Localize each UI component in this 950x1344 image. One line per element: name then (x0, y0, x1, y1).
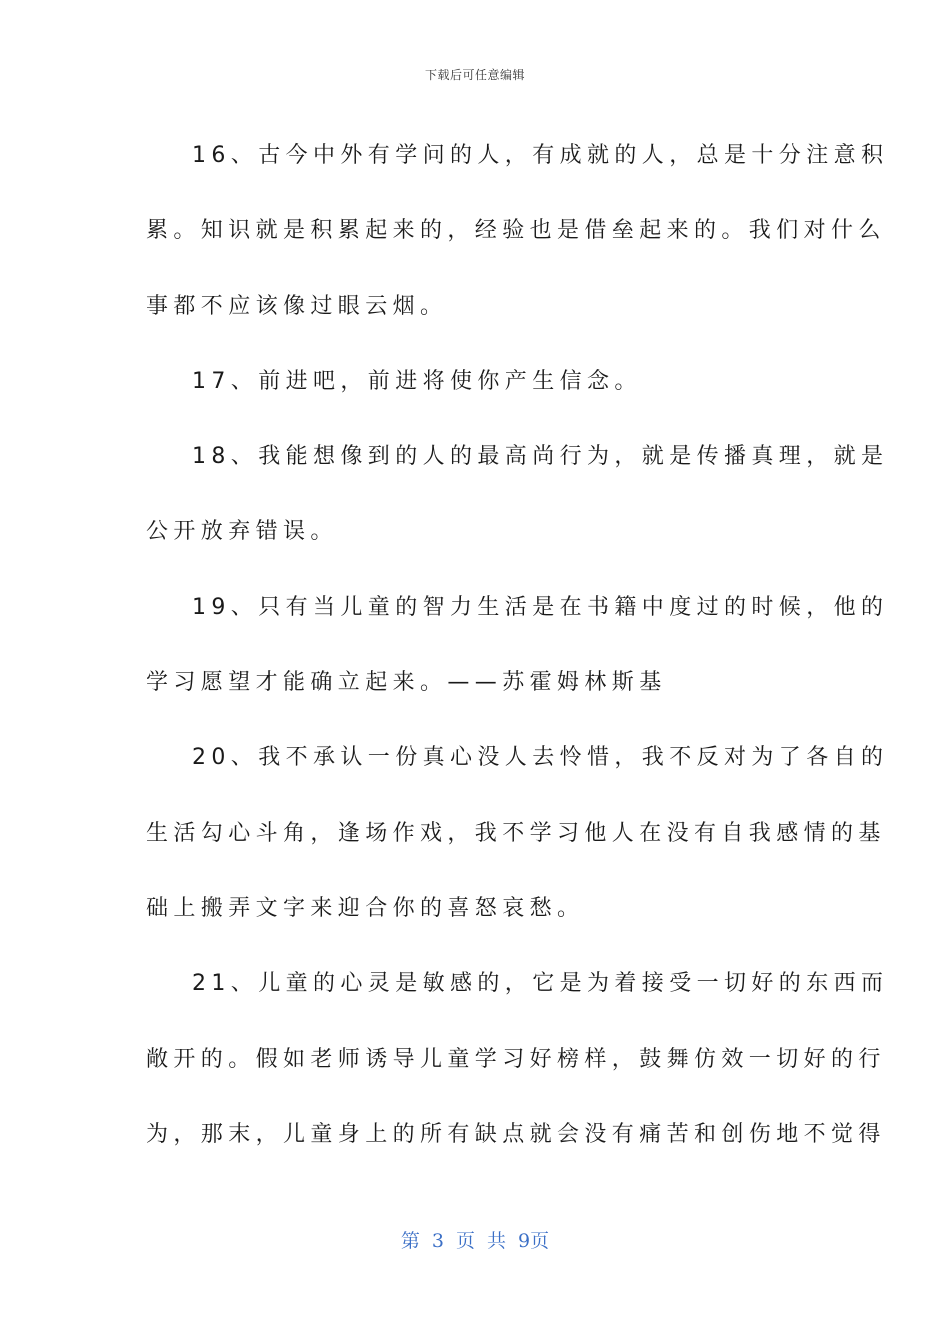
paragraph-line: 础上搬弄文字来迎合你的喜怒哀愁。 (146, 895, 585, 921)
paragraph-line: 生活勾心斗角，逢场作戏，我不学习他人在没有自我感情的基 (146, 820, 886, 846)
paragraph-line: 17、前进吧，前进将使你产生信念。 (192, 368, 642, 394)
paragraph-line: 19、只有当儿童的智力生活是在书籍中度过的时候，他的 (192, 594, 889, 620)
paragraph-line: 累。知识就是积累起来的，经验也是借垒起来的。我们对什么 (146, 218, 886, 244)
paragraph-18 (146, 419, 889, 570)
footer-current-page: 3 (431, 1230, 444, 1252)
footer-middle: 页 共 (455, 1230, 507, 1252)
paragraph-line: 事都不应该像过眼云烟。 (146, 293, 448, 319)
paragraph-20 (146, 720, 889, 946)
footer-prefix: 第 (400, 1230, 420, 1252)
paragraph-17 (146, 344, 792, 419)
paragraph-line: 21、儿童的心灵是敏感的，它是为着接受一切好的东西而 (192, 971, 889, 997)
page-footer (0, 1226, 950, 1253)
page-header: 下载后可任意编辑 (424, 68, 525, 82)
footer-total-pages: 9页 (518, 1230, 550, 1252)
paragraph-line: 18、我能想像到的人的最高尚行为，就是传播真理，就是 (192, 444, 889, 470)
paragraph-21 (146, 946, 889, 1172)
paragraph-line: 20、我不承认一份真心没人去怜惜，我不反对为了各自的 (192, 745, 889, 771)
paragraph-line: 16、古今中外有学问的人，有成就的人，总是十分注意积 (192, 143, 889, 168)
paragraph-line: 公开放弃错误。 (146, 519, 338, 545)
paragraph-line: 敞开的。假如老师诱导儿童学习好榜样，鼓舞仿效一切好的行 (146, 1046, 886, 1072)
paragraph-16 (146, 118, 889, 344)
document-body (146, 118, 889, 1172)
paragraph-line: 为，那末，儿童身上的所有缺点就会没有痛苦和创伤地不觉得 (146, 1121, 886, 1147)
paragraph-19 (146, 570, 889, 721)
paragraph-line: 学习愿望才能确立起来。——苏霍姆林斯基 (146, 670, 667, 696)
